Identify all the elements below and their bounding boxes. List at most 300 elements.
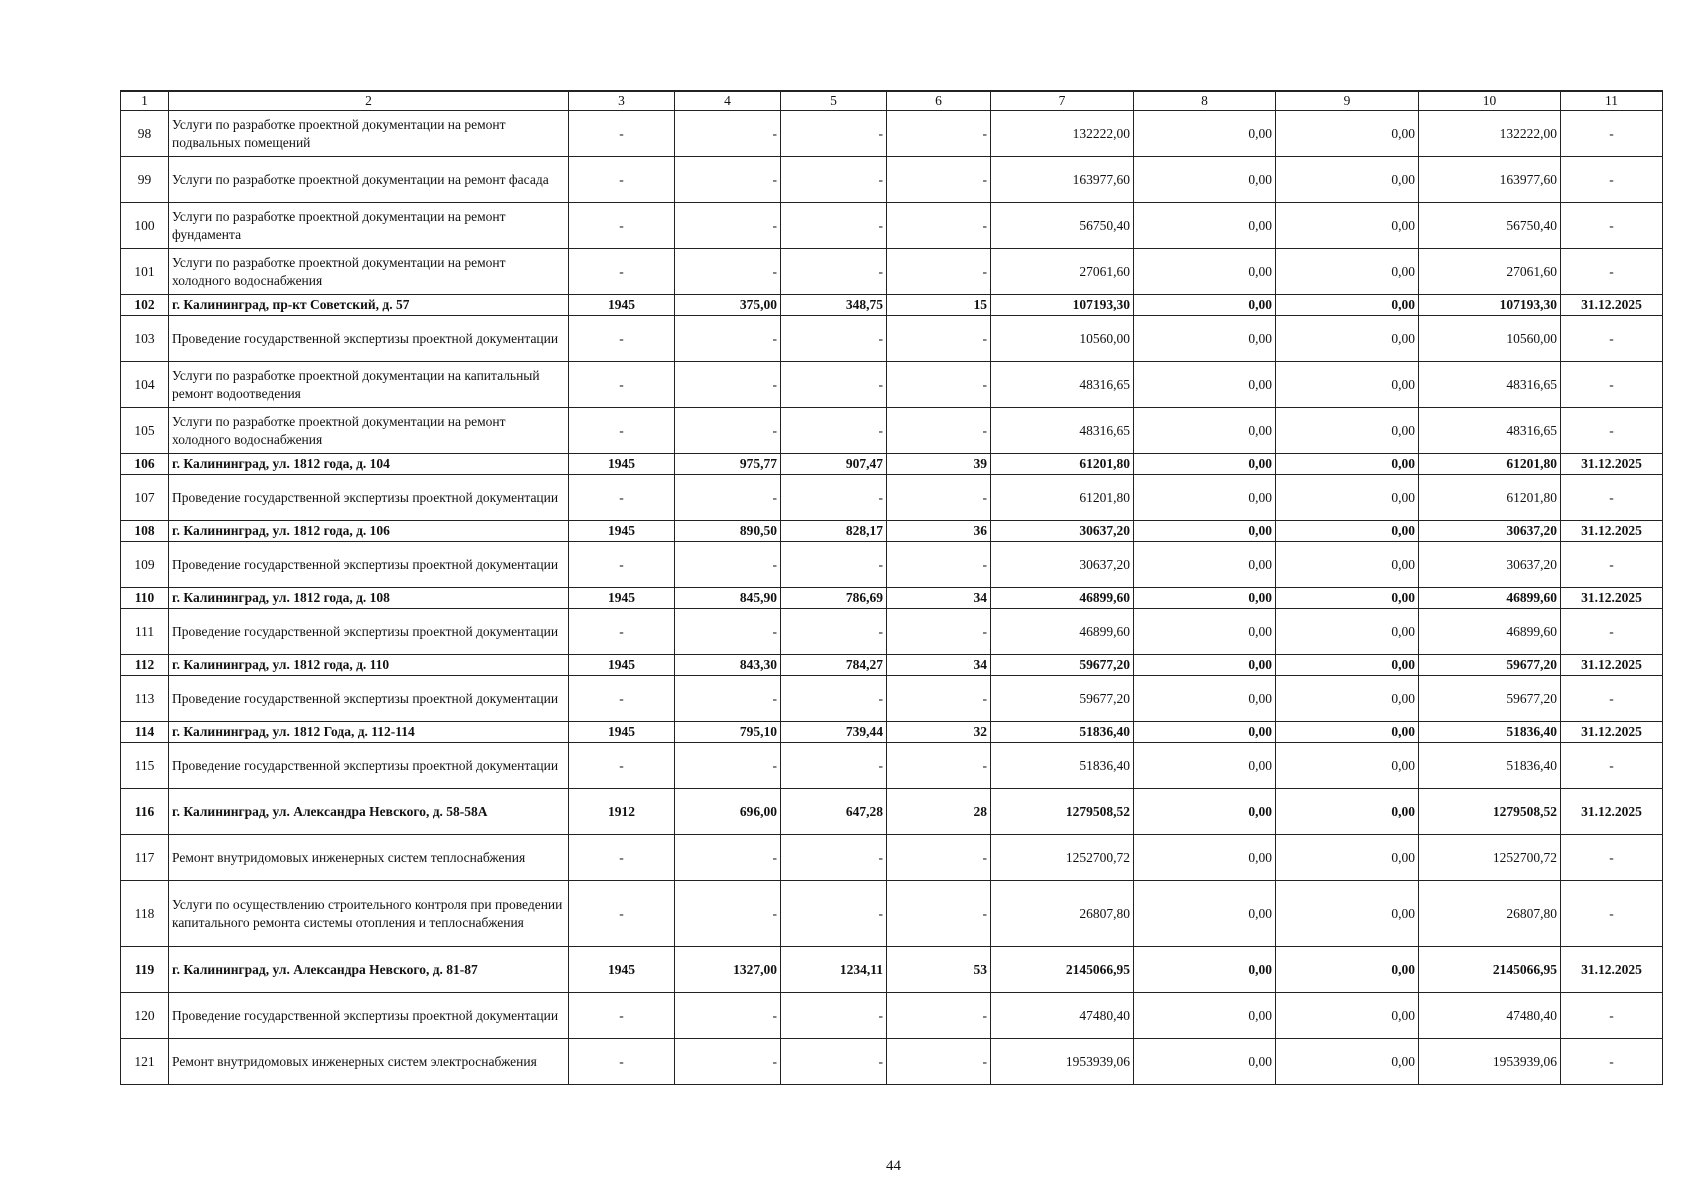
column-number-cell: 11: [1561, 91, 1663, 111]
row-number-cell: 113: [121, 676, 169, 722]
area-total-cell: 890,50: [675, 521, 781, 542]
deadline-cell: -: [1561, 835, 1663, 881]
work-row: [121, 475, 1663, 521]
row-number-cell: 104: [121, 362, 169, 408]
cost-budget-cell: 0,00: [1276, 111, 1419, 157]
row-number-cell: 107: [121, 475, 169, 521]
cost-owners-cell: 59677,20: [1419, 676, 1561, 722]
column-number-cell: 9: [1276, 91, 1419, 111]
year-cell: -: [569, 475, 675, 521]
year-cell: -: [569, 249, 675, 295]
area-living-cell: 348,75: [781, 295, 887, 316]
description-cell: Услуги по осуществлению строительного контроля при проведении капитального ремонта системы отопления и теплоснабжения: [169, 881, 569, 947]
cost-owners-cell: 46899,60: [1419, 609, 1561, 655]
area-living-cell: -: [781, 408, 887, 454]
cost-budget-cell: 0,00: [1276, 521, 1419, 542]
cost-owners-cell: 1279508,52: [1419, 789, 1561, 835]
work-row: [121, 316, 1663, 362]
residents-cell: -: [887, 542, 991, 588]
deadline-cell: 31.12.2025: [1561, 454, 1663, 475]
cost-fund-cell: 0,00: [1134, 362, 1276, 408]
deadline-cell: 31.12.2025: [1561, 789, 1663, 835]
description-cell: г. Калининград, ул. Александра Невского, д. 81-87: [169, 947, 569, 993]
cost-budget-cell: 0,00: [1276, 454, 1419, 475]
cost-owners-cell: 27061,60: [1419, 249, 1561, 295]
column-number-cell: 10: [1419, 91, 1561, 111]
cost-budget-cell: 0,00: [1276, 157, 1419, 203]
cost-total-cell: 107193,30: [991, 295, 1134, 316]
cost-owners-cell: 30637,20: [1419, 521, 1561, 542]
residents-cell: 15: [887, 295, 991, 316]
description-cell: Услуги по разработке проектной документации на ремонт подвальных помещений: [169, 111, 569, 157]
work-row: [121, 881, 1663, 947]
cost-owners-cell: 163977,60: [1419, 157, 1561, 203]
row-number-cell: 105: [121, 408, 169, 454]
work-row: [121, 993, 1663, 1039]
description-cell: Проведение государственной экспертизы проектной документации: [169, 475, 569, 521]
area-total-cell: -: [675, 203, 781, 249]
row-number-cell: 98: [121, 111, 169, 157]
cost-total-cell: 2145066,95: [991, 947, 1134, 993]
area-total-cell: -: [675, 993, 781, 1039]
area-total-cell: 696,00: [675, 789, 781, 835]
area-total-cell: -: [675, 743, 781, 789]
cost-owners-cell: 1953939,06: [1419, 1039, 1561, 1085]
work-row: [121, 676, 1663, 722]
deadline-cell: 31.12.2025: [1561, 722, 1663, 743]
address-row: [121, 789, 1663, 835]
area-living-cell: -: [781, 157, 887, 203]
cost-total-cell: 48316,65: [991, 362, 1134, 408]
cost-owners-cell: 61201,80: [1419, 454, 1561, 475]
cost-budget-cell: 0,00: [1276, 881, 1419, 947]
year-cell: -: [569, 111, 675, 157]
cost-total-cell: 30637,20: [991, 542, 1134, 588]
year-cell: -: [569, 835, 675, 881]
description-cell: г. Калининград, ул. 1812 года, д. 110: [169, 655, 569, 676]
residents-cell: 34: [887, 588, 991, 609]
area-total-cell: 795,10: [675, 722, 781, 743]
cost-budget-cell: 0,00: [1276, 743, 1419, 789]
row-number-cell: 118: [121, 881, 169, 947]
cost-budget-cell: 0,00: [1276, 993, 1419, 1039]
residents-cell: -: [887, 993, 991, 1039]
cost-budget-cell: 0,00: [1276, 249, 1419, 295]
cost-budget-cell: 0,00: [1276, 835, 1419, 881]
address-row: [121, 454, 1663, 475]
row-number-cell: 120: [121, 993, 169, 1039]
year-cell: -: [569, 157, 675, 203]
row-number-cell: 101: [121, 249, 169, 295]
cost-fund-cell: 0,00: [1134, 835, 1276, 881]
work-row: [121, 542, 1663, 588]
cost-total-cell: 59677,20: [991, 676, 1134, 722]
deadline-cell: -: [1561, 408, 1663, 454]
address-row: [121, 655, 1663, 676]
description-cell: г. Калининград, ул. Александра Невского, д. 58-58А: [169, 789, 569, 835]
area-total-cell: -: [675, 475, 781, 521]
cost-fund-cell: 0,00: [1134, 588, 1276, 609]
cost-fund-cell: 0,00: [1134, 1039, 1276, 1085]
address-row: [121, 521, 1663, 542]
deadline-cell: -: [1561, 676, 1663, 722]
row-number-cell: 108: [121, 521, 169, 542]
cost-owners-cell: 61201,80: [1419, 475, 1561, 521]
cost-fund-cell: 0,00: [1134, 203, 1276, 249]
row-number-cell: 119: [121, 947, 169, 993]
area-total-cell: 1327,00: [675, 947, 781, 993]
cost-owners-cell: 10560,00: [1419, 316, 1561, 362]
area-total-cell: -: [675, 408, 781, 454]
row-number-cell: 121: [121, 1039, 169, 1085]
cost-owners-cell: 59677,20: [1419, 655, 1561, 676]
residents-cell: 28: [887, 789, 991, 835]
area-total-cell: -: [675, 249, 781, 295]
work-row: [121, 743, 1663, 789]
row-number-cell: 111: [121, 609, 169, 655]
year-cell: -: [569, 542, 675, 588]
cost-total-cell: 1953939,06: [991, 1039, 1134, 1085]
cost-owners-cell: 107193,30: [1419, 295, 1561, 316]
row-number-cell: 110: [121, 588, 169, 609]
area-living-cell: 784,27: [781, 655, 887, 676]
cost-fund-cell: 0,00: [1134, 881, 1276, 947]
cost-budget-cell: 0,00: [1276, 655, 1419, 676]
cost-owners-cell: 48316,65: [1419, 408, 1561, 454]
cost-fund-cell: 0,00: [1134, 249, 1276, 295]
area-living-cell: -: [781, 676, 887, 722]
residents-cell: -: [887, 475, 991, 521]
area-total-cell: -: [675, 609, 781, 655]
cost-total-cell: 1252700,72: [991, 835, 1134, 881]
column-number-cell: 3: [569, 91, 675, 111]
year-cell: 1945: [569, 655, 675, 676]
description-cell: Услуги по разработке проектной документации на капитальный ремонт водоотведения: [169, 362, 569, 408]
work-row: [121, 249, 1663, 295]
year-cell: -: [569, 881, 675, 947]
area-total-cell: -: [675, 542, 781, 588]
work-row: [121, 835, 1663, 881]
year-cell: 1945: [569, 454, 675, 475]
row-number-cell: 102: [121, 295, 169, 316]
residents-cell: -: [887, 316, 991, 362]
description-cell: г. Калининград, пр-кт Советский, д. 57: [169, 295, 569, 316]
year-cell: -: [569, 993, 675, 1039]
cost-owners-cell: 2145066,95: [1419, 947, 1561, 993]
deadline-cell: 31.12.2025: [1561, 588, 1663, 609]
cost-total-cell: 48316,65: [991, 408, 1134, 454]
row-number-cell: 117: [121, 835, 169, 881]
cost-total-cell: 56750,40: [991, 203, 1134, 249]
row-number-cell: 103: [121, 316, 169, 362]
year-cell: -: [569, 743, 675, 789]
area-living-cell: -: [781, 1039, 887, 1085]
row-number-cell: 106: [121, 454, 169, 475]
year-cell: -: [569, 408, 675, 454]
area-total-cell: -: [675, 362, 781, 408]
cost-fund-cell: 0,00: [1134, 676, 1276, 722]
area-total-cell: -: [675, 157, 781, 203]
residents-cell: -: [887, 362, 991, 408]
cost-total-cell: 10560,00: [991, 316, 1134, 362]
cost-owners-cell: 56750,40: [1419, 203, 1561, 249]
page-number: 44: [886, 1158, 901, 1174]
area-total-cell: 843,30: [675, 655, 781, 676]
description-cell: Услуги по разработке проектной документации на ремонт холодного водоснабжения: [169, 408, 569, 454]
area-total-cell: -: [675, 676, 781, 722]
description-cell: Проведение государственной экспертизы проектной документации: [169, 743, 569, 789]
deadline-cell: -: [1561, 542, 1663, 588]
cost-owners-cell: 30637,20: [1419, 542, 1561, 588]
deadline-cell: -: [1561, 993, 1663, 1039]
work-row: [121, 203, 1663, 249]
description-cell: Услуги по разработке проектной документации на ремонт фасада: [169, 157, 569, 203]
cost-total-cell: 163977,60: [991, 157, 1134, 203]
description-cell: г. Калининград, ул. 1812 Года, д. 112-114: [169, 722, 569, 743]
cost-fund-cell: 0,00: [1134, 111, 1276, 157]
cost-budget-cell: 0,00: [1276, 1039, 1419, 1085]
area-living-cell: 828,17: [781, 521, 887, 542]
cost-total-cell: 51836,40: [991, 722, 1134, 743]
cost-total-cell: 132222,00: [991, 111, 1134, 157]
residents-cell: 32: [887, 722, 991, 743]
year-cell: -: [569, 676, 675, 722]
column-number-cell: 4: [675, 91, 781, 111]
description-cell: г. Калининград, ул. 1812 года, д. 106: [169, 521, 569, 542]
address-row: [121, 295, 1663, 316]
year-cell: 1945: [569, 722, 675, 743]
row-number-cell: 115: [121, 743, 169, 789]
description-cell: Проведение государственной экспертизы проектной документации: [169, 542, 569, 588]
deadline-cell: -: [1561, 881, 1663, 947]
cost-owners-cell: 46899,60: [1419, 588, 1561, 609]
area-living-cell: -: [781, 475, 887, 521]
deadline-cell: -: [1561, 743, 1663, 789]
area-total-cell: 845,90: [675, 588, 781, 609]
cost-owners-cell: 48316,65: [1419, 362, 1561, 408]
deadline-cell: 31.12.2025: [1561, 521, 1663, 542]
deadline-cell: -: [1561, 157, 1663, 203]
area-living-cell: 907,47: [781, 454, 887, 475]
residents-cell: 36: [887, 521, 991, 542]
cost-owners-cell: 51836,40: [1419, 743, 1561, 789]
description-cell: г. Калининград, ул. 1812 года, д. 104: [169, 454, 569, 475]
work-row: [121, 408, 1663, 454]
area-living-cell: -: [781, 993, 887, 1039]
column-number-cell: 2: [169, 91, 569, 111]
address-row: [121, 947, 1663, 993]
deadline-cell: -: [1561, 362, 1663, 408]
residents-cell: -: [887, 835, 991, 881]
work-row: [121, 157, 1663, 203]
area-living-cell: 647,28: [781, 789, 887, 835]
cost-total-cell: 47480,40: [991, 993, 1134, 1039]
cost-total-cell: 27061,60: [991, 249, 1134, 295]
residents-cell: -: [887, 881, 991, 947]
description-cell: Ремонт внутридомовых инженерных систем электроснабжения: [169, 1039, 569, 1085]
description-cell: Проведение государственной экспертизы проектной документации: [169, 609, 569, 655]
cost-total-cell: 1279508,52: [991, 789, 1134, 835]
row-number-cell: 114: [121, 722, 169, 743]
description-cell: Услуги по разработке проектной документации на ремонт холодного водоснабжения: [169, 249, 569, 295]
area-living-cell: -: [781, 609, 887, 655]
work-row: [121, 362, 1663, 408]
area-living-cell: -: [781, 111, 887, 157]
area-total-cell: -: [675, 881, 781, 947]
year-cell: 1945: [569, 295, 675, 316]
year-cell: 1945: [569, 521, 675, 542]
cost-total-cell: 46899,60: [991, 588, 1134, 609]
cost-budget-cell: 0,00: [1276, 408, 1419, 454]
year-cell: -: [569, 203, 675, 249]
area-total-cell: 375,00: [675, 295, 781, 316]
cost-total-cell: 46899,60: [991, 609, 1134, 655]
cost-budget-cell: 0,00: [1276, 475, 1419, 521]
cost-budget-cell: 0,00: [1276, 789, 1419, 835]
address-row: [121, 588, 1663, 609]
residents-cell: -: [887, 249, 991, 295]
work-row: [121, 1039, 1663, 1085]
column-number-cell: 7: [991, 91, 1134, 111]
row-number-cell: 100: [121, 203, 169, 249]
deadline-cell: -: [1561, 1039, 1663, 1085]
row-number-cell: 109: [121, 542, 169, 588]
year-cell: -: [569, 1039, 675, 1085]
residents-cell: -: [887, 743, 991, 789]
cost-fund-cell: 0,00: [1134, 475, 1276, 521]
deadline-cell: -: [1561, 475, 1663, 521]
year-cell: 1945: [569, 947, 675, 993]
residents-cell: 34: [887, 655, 991, 676]
deadline-cell: -: [1561, 316, 1663, 362]
cost-fund-cell: 0,00: [1134, 722, 1276, 743]
cost-fund-cell: 0,00: [1134, 993, 1276, 1039]
cost-budget-cell: 0,00: [1276, 542, 1419, 588]
work-row: [121, 609, 1663, 655]
cost-budget-cell: 0,00: [1276, 947, 1419, 993]
cost-owners-cell: 1252700,72: [1419, 835, 1561, 881]
cost-fund-cell: 0,00: [1134, 789, 1276, 835]
area-living-cell: 1234,11: [781, 947, 887, 993]
description-cell: Проведение государственной экспертизы проектной документации: [169, 676, 569, 722]
year-cell: -: [569, 362, 675, 408]
cost-total-cell: 26807,80: [991, 881, 1134, 947]
cost-owners-cell: 47480,40: [1419, 993, 1561, 1039]
description-cell: Проведение государственной экспертизы проектной документации: [169, 316, 569, 362]
residents-cell: -: [887, 676, 991, 722]
cost-fund-cell: 0,00: [1134, 454, 1276, 475]
works-table: [120, 90, 1663, 1085]
residents-cell: -: [887, 203, 991, 249]
area-living-cell: -: [781, 542, 887, 588]
year-cell: 1945: [569, 588, 675, 609]
cost-owners-cell: 132222,00: [1419, 111, 1561, 157]
cost-fund-cell: 0,00: [1134, 316, 1276, 362]
area-living-cell: -: [781, 743, 887, 789]
deadline-cell: 31.12.2025: [1561, 947, 1663, 993]
cost-total-cell: 61201,80: [991, 454, 1134, 475]
area-total-cell: -: [675, 316, 781, 362]
cost-budget-cell: 0,00: [1276, 295, 1419, 316]
cost-total-cell: 30637,20: [991, 521, 1134, 542]
row-number-cell: 116: [121, 789, 169, 835]
area-living-cell: -: [781, 249, 887, 295]
cost-budget-cell: 0,00: [1276, 609, 1419, 655]
cost-fund-cell: 0,00: [1134, 609, 1276, 655]
cost-total-cell: 51836,40: [991, 743, 1134, 789]
residents-cell: -: [887, 1039, 991, 1085]
area-total-cell: -: [675, 111, 781, 157]
area-total-cell: -: [675, 1039, 781, 1085]
column-number-cell: 5: [781, 91, 887, 111]
cost-total-cell: 59677,20: [991, 655, 1134, 676]
cost-fund-cell: 0,00: [1134, 542, 1276, 588]
cost-fund-cell: 0,00: [1134, 743, 1276, 789]
area-living-cell: 786,69: [781, 588, 887, 609]
work-row: [121, 111, 1663, 157]
deadline-cell: -: [1561, 111, 1663, 157]
column-number-row: [121, 91, 1663, 111]
year-cell: -: [569, 609, 675, 655]
column-number-cell: 1: [121, 91, 169, 111]
deadline-cell: -: [1561, 249, 1663, 295]
cost-total-cell: 61201,80: [991, 475, 1134, 521]
description-cell: г. Калининград, ул. 1812 года, д. 108: [169, 588, 569, 609]
description-cell: Услуги по разработке проектной документации на ремонт фундамента: [169, 203, 569, 249]
cost-fund-cell: 0,00: [1134, 295, 1276, 316]
column-number-cell: 8: [1134, 91, 1276, 111]
cost-budget-cell: 0,00: [1276, 316, 1419, 362]
cost-fund-cell: 0,00: [1134, 947, 1276, 993]
cost-fund-cell: 0,00: [1134, 408, 1276, 454]
description-cell: Ремонт внутридомовых инженерных систем теплоснабжения: [169, 835, 569, 881]
residents-cell: -: [887, 609, 991, 655]
deadline-cell: 31.12.2025: [1561, 295, 1663, 316]
cost-budget-cell: 0,00: [1276, 676, 1419, 722]
area-total-cell: 975,77: [675, 454, 781, 475]
deadline-cell: -: [1561, 609, 1663, 655]
cost-budget-cell: 0,00: [1276, 362, 1419, 408]
area-living-cell: 739,44: [781, 722, 887, 743]
year-cell: 1912: [569, 789, 675, 835]
cost-fund-cell: 0,00: [1134, 157, 1276, 203]
row-number-cell: 99: [121, 157, 169, 203]
column-number-cell: 6: [887, 91, 991, 111]
residents-cell: -: [887, 111, 991, 157]
residents-cell: -: [887, 408, 991, 454]
cost-owners-cell: 51836,40: [1419, 722, 1561, 743]
residents-cell: 53: [887, 947, 991, 993]
residents-cell: 39: [887, 454, 991, 475]
area-total-cell: -: [675, 835, 781, 881]
row-number-cell: 112: [121, 655, 169, 676]
deadline-cell: 31.12.2025: [1561, 655, 1663, 676]
area-living-cell: -: [781, 881, 887, 947]
cost-fund-cell: 0,00: [1134, 521, 1276, 542]
area-living-cell: -: [781, 316, 887, 362]
cost-owners-cell: 26807,80: [1419, 881, 1561, 947]
residents-cell: -: [887, 157, 991, 203]
area-living-cell: -: [781, 362, 887, 408]
cost-fund-cell: 0,00: [1134, 655, 1276, 676]
year-cell: -: [569, 316, 675, 362]
cost-budget-cell: 0,00: [1276, 588, 1419, 609]
cost-budget-cell: 0,00: [1276, 203, 1419, 249]
area-living-cell: -: [781, 835, 887, 881]
address-row: [121, 722, 1663, 743]
description-cell: Проведение государственной экспертизы проектной документации: [169, 993, 569, 1039]
area-living-cell: -: [781, 203, 887, 249]
